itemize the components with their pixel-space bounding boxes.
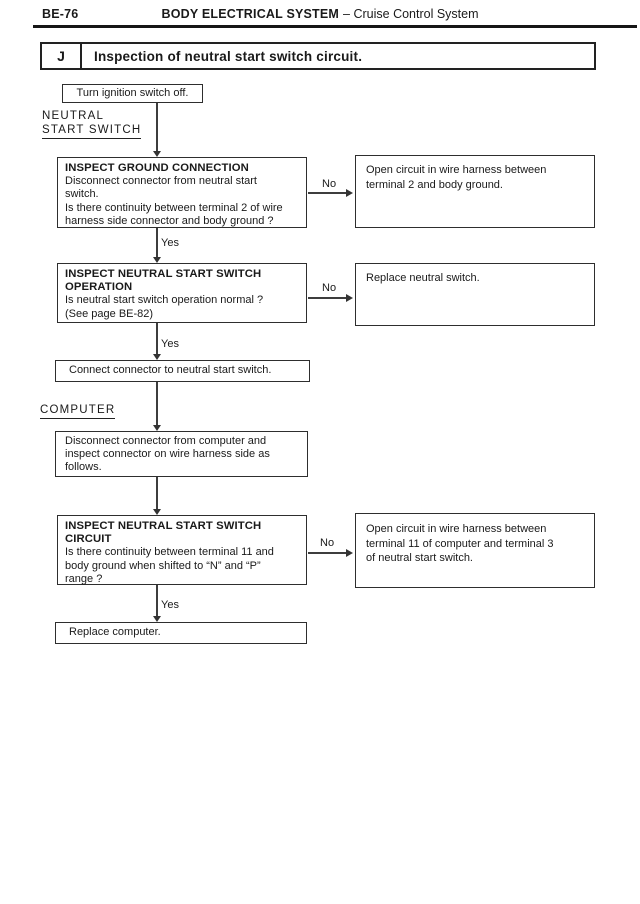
flow-line-horizontal: [308, 192, 350, 194]
box-line: range ?: [65, 572, 103, 585]
replace-computer-box: Replace computer.: [55, 622, 307, 644]
flow-line-vertical: [156, 382, 158, 425]
box-line: terminal 2 and body ground.: [366, 178, 503, 191]
procedure-step-letter: J: [42, 44, 82, 68]
flow-line-vertical: [156, 323, 158, 354]
result-open-circuit-terminal2-box: [355, 155, 595, 228]
inspect-switch-circuit-box: [57, 515, 307, 585]
box-title: INSPECT GROUND CONNECTION: [65, 162, 249, 174]
box-line: Is there continuity between terminal 2 of wire: [65, 201, 283, 214]
no-label: No: [322, 282, 337, 294]
flow-line-vertical: [156, 585, 158, 616]
result-open-circuit-terminal11-box: [355, 513, 595, 588]
box-line: of neutral start switch.: [366, 552, 473, 564]
disconnect-computer-connector-box: [55, 431, 308, 477]
arrow-right-icon: [346, 189, 353, 197]
page-number: BE-76: [42, 7, 79, 21]
box-line: Is neutral start switch operation normal ?: [65, 294, 264, 307]
arrow-right-icon: [346, 549, 353, 557]
connect-connector-box: Connect connector to neutral start switch.: [55, 360, 310, 382]
header-section-subtitle: – Cruise Control System: [343, 7, 479, 21]
section-label-computer: COMPUTER: [40, 403, 115, 419]
no-label: No: [322, 178, 337, 190]
flow-line-vertical: [156, 228, 158, 258]
box-line: Disconnect connector from computer and: [65, 435, 267, 447]
yes-label: Yes: [161, 599, 179, 611]
box-line: harness side connector and body ground ?: [65, 214, 274, 227]
box-line: (See page BE-82): [65, 307, 154, 320]
box-line: Open circuit in wire harness between: [366, 523, 547, 535]
result-replace-neutral-switch-box: Replace neutral switch.: [355, 263, 595, 326]
header-rule: [33, 25, 637, 28]
box-line: follows.: [65, 461, 102, 474]
box-line: terminal 11 of computer and terminal 3: [366, 537, 554, 550]
flow-line-horizontal: [308, 297, 350, 299]
yes-label: Yes: [161, 338, 179, 350]
inspect-ground-connection-box: [57, 157, 307, 228]
box-title: CIRCUIT: [65, 533, 112, 546]
box-line: Open circuit in wire harness between: [366, 164, 547, 176]
section-label-neutral-start-switch: [42, 109, 141, 139]
section-label-line1: NEUTRAL: [42, 110, 105, 122]
header-title: [0, 7, 640, 21]
box-title: INSPECT NEUTRAL START SWITCH: [65, 268, 262, 280]
flow-line-vertical: [156, 103, 158, 152]
box-line: Disconnect connector from neutral start: [65, 175, 257, 188]
box-title: OPERATION: [65, 281, 133, 294]
arrow-right-icon: [346, 294, 353, 302]
procedure-title-box: [40, 42, 596, 70]
flow-start-box: Turn ignition switch off.: [62, 84, 203, 103]
flow-line-horizontal: [308, 552, 350, 554]
box-line: switch.: [65, 188, 99, 201]
box-line: inspect connector on wire harness side as: [65, 448, 270, 461]
box-line: body ground when shifted to “N” and “P”: [65, 559, 261, 572]
box-line: Is there continuity between terminal 11 and: [65, 546, 274, 559]
flow-line-vertical: [156, 477, 158, 509]
no-label: No: [320, 537, 335, 549]
yes-label: Yes: [161, 237, 179, 249]
inspect-switch-operation-box: [57, 263, 307, 323]
section-label-line2: START SWITCH: [42, 123, 141, 139]
box-title: INSPECT NEUTRAL START SWITCH: [65, 520, 262, 532]
procedure-title: Inspection of neutral start switch circuit.: [94, 48, 363, 64]
header-section-bold: BODY ELECTRICAL SYSTEM: [161, 7, 340, 21]
